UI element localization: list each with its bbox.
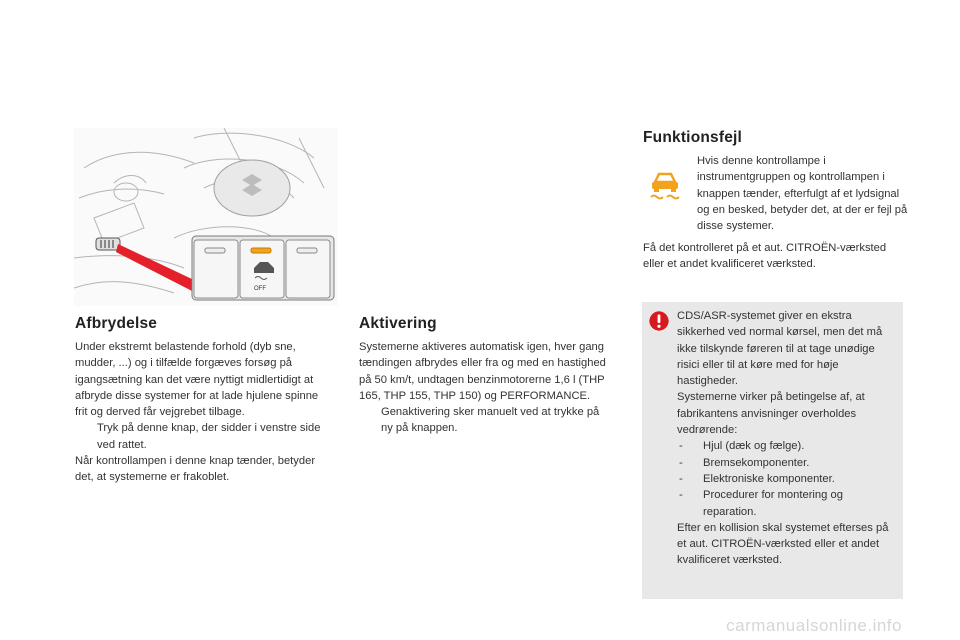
warning-item-text: Hjul (dæk og fælge). [703, 440, 805, 453]
warning-text [677, 308, 899, 569]
warning-list-item [677, 487, 899, 520]
warning-list-item [677, 438, 899, 454]
afbrydelse-bullet [75, 420, 331, 453]
aktivering-intro: Systemerne aktiveres automatisk igen, hver gang tændingen afbrydes eller fra og med en hastighed på 50 km/t, undtagen benzinmotorerne 1,6 l (THP 165, THP 155, THP 150) og PERFORMANCE. [359, 341, 606, 402]
skid-warning-lamp-icon [645, 166, 685, 202]
warning-paragraph-2: Systemerne virker på betingelse af, at fabrikantens anvisninger overholdes vedrørende: [677, 391, 865, 437]
warning-item-text: Elektroniske komponenter. [703, 472, 835, 485]
warning-paragraph-3: Efter en kollision skal systemet efterses på et aut. CITROËN-værksted eller et andet kvalificeret værksted. [677, 521, 889, 567]
dash-marker: - [679, 472, 683, 485]
dash-marker: - [679, 456, 683, 469]
afbrydelse-bullet-text: Tryk på denne knap, der sidder i venstre side ved rattet. [97, 422, 321, 451]
aktivering-heading: Aktivering [359, 315, 437, 332]
off-label: OFF [254, 286, 266, 292]
dashboard-illustration [74, 128, 338, 306]
warning-icon [648, 310, 670, 332]
afbrydelse-body [75, 339, 331, 486]
aktivering-bullet [359, 404, 613, 437]
warning-list-item [677, 455, 899, 471]
watermark: carmanualsonline.info [726, 616, 902, 635]
afbrydelse-heading: Afbrydelse [75, 315, 158, 332]
warning-list-item [677, 471, 899, 487]
warning-paragraph-1: CDS/ASR-systemet giver en ekstra sikkerhed ved normal kørsel, men det må ikke tilskynde føreren til at tage unødige risici eller til at køre med for høje hastigheder. [677, 310, 883, 388]
esp-switch-drawing [74, 128, 338, 306]
aktivering-bullet-text: Genaktivering sker manuelt ved at trykke på ny på knappen. [381, 406, 600, 435]
fault-instruction: Få det kontrolleret på et aut. CITROËN-værksted eller et andet kvalificeret værksted. [643, 242, 887, 271]
warning-item-text: Bremsekomponenter. [703, 456, 810, 469]
warning-box [642, 302, 903, 599]
funktionsfejl-heading: Funktionsfejl [643, 129, 743, 146]
warning-item-text: Procedurer for montering og reparation. [703, 489, 843, 518]
aktivering-body [359, 339, 613, 437]
afbrydelse-intro: Under ekstremt belastende forhold (dyb sne, mudder, ...) og i tilfælde forgæves forsøg på igangsætning kan det være nyttigt midlertidigt at afbryde disse systemer for at lade hjulene spinne frit og derved får vejgrebet tilbage. [75, 341, 319, 419]
dash-marker: - [679, 489, 683, 502]
dash-marker: - [679, 440, 683, 453]
afbrydelse-outro: Når kontrollampen i denne knap tænder, betyder det, at systemerne er frakoblet. [75, 455, 316, 484]
lamp-description: Hvis denne kontrollampe i instrumentgruppen og kontrollampen i knappen tænder, efterfulgt af et lydsignal og en besked, betyder det, at der er fejl på disse systemer. [697, 155, 908, 233]
